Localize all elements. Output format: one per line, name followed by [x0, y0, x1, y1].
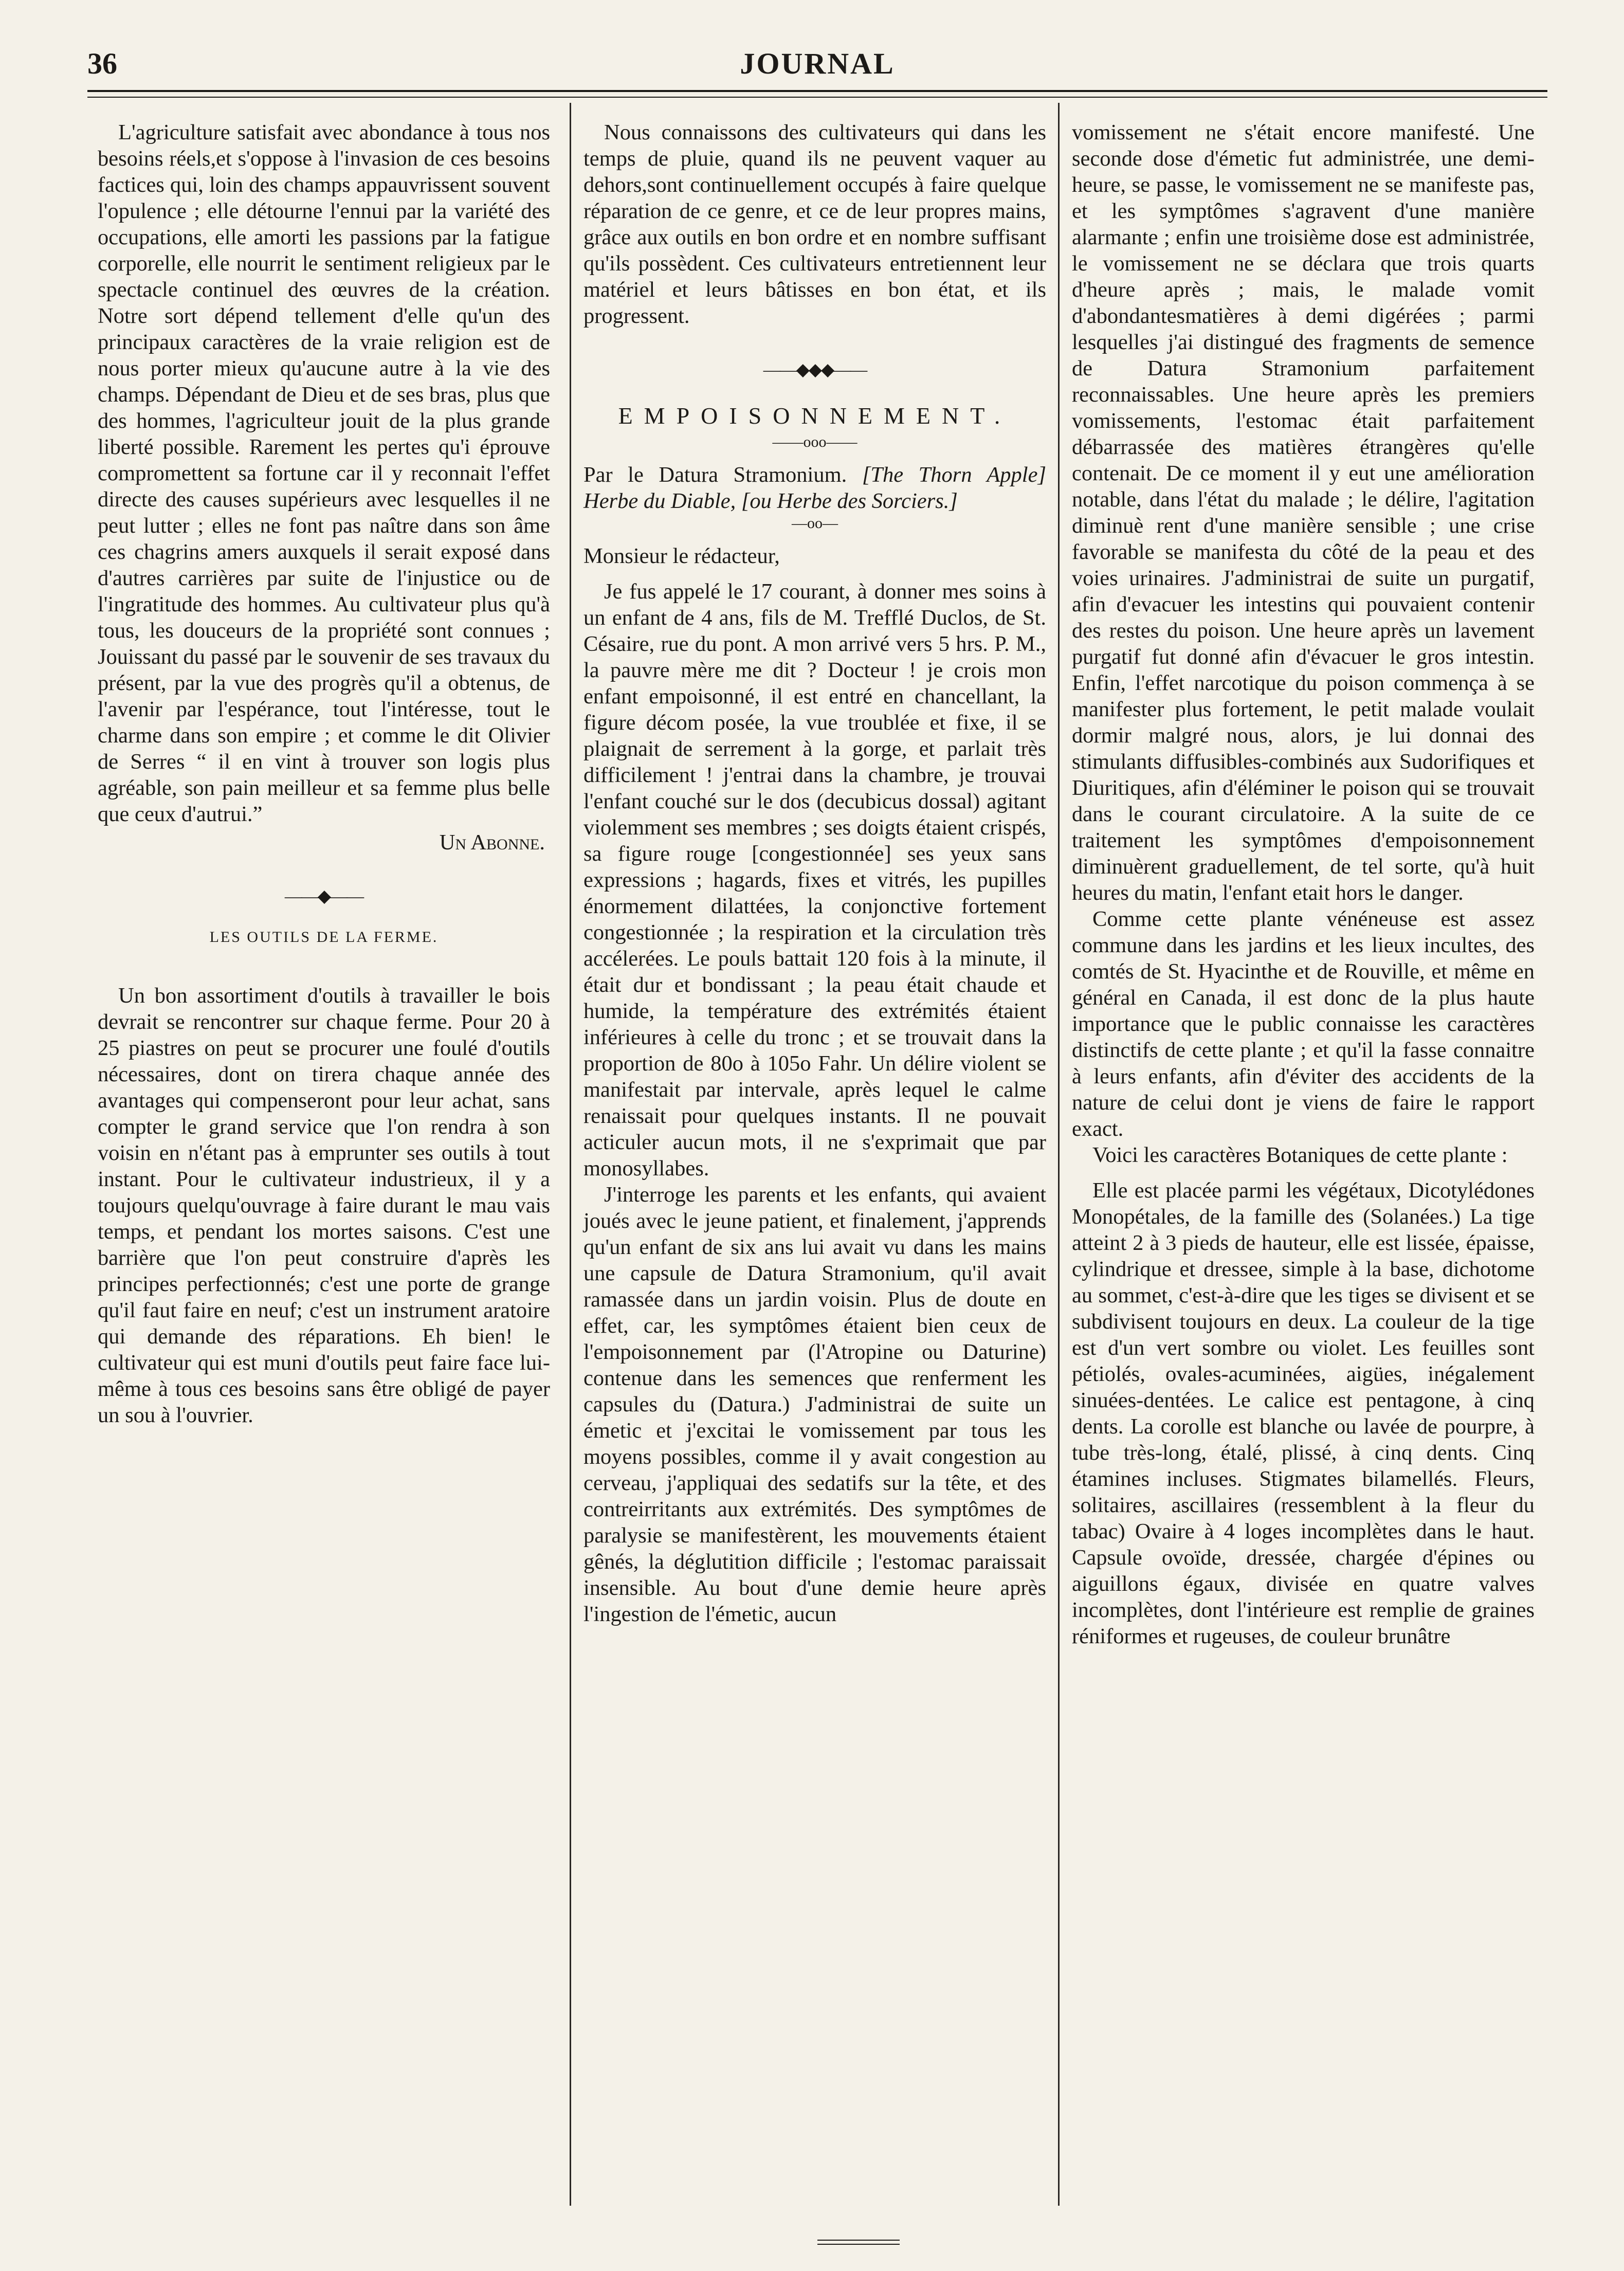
ornament-divider: ——◆◆◆——: [763, 360, 867, 379]
column-2: [583, 119, 1046, 1627]
warning-paragraph: Comme cette plante vénéneuse est assez commune dans les jardins et les lieux incultes, des comtés de St. Hyacinthe et de Rouville, et même en général en Canada, il est donc de la plus haute importance que le public connaisse les caractères distinctifs de cette plante ; et qu'il la fasse connaitre à leurs enfants, afin d'éviter des accidents de la nature de celui dont je viens de faire le rapport exact.: [1072, 907, 1535, 1141]
signature: Un Abonne.: [439, 830, 545, 855]
botanical-description: Elle est placée parmi les végétaux, Dicotylédones Monopétales, de la famille des (Solanées.) La tige atteint 2 à 3 pieds de hauteur, elle est lissée, épaisse, cylindrique et dressee, simple à la base, dichotome au sommet, c'est-à-dire que les tiges se divisent et se subdivisent toujours en deux. La couleur de la tige est d'un vert sombre ou violet. Les feuilles sont pétiolés, ovales-acuminées, aigües, inégalement sinuées-dentées. Le calice est pentagone, à cinq dents. La corolle est blanche ou lavée de pourpre, à tube très-long, étalé, plissé, à cinq dents. Cinq étamines incluses. Stigmates bilamellés. Fleurs, solitaires, ascillaires (ressemblent à la fleur du tabac) Ovaire à 4 loges incomplètes dans le haut. Capsule ovoïde, dressée, chargée d'épines ou aiguillons égaux, divisée en quatre valves incomplètes, dont l'intérieure est remplie de graines réniformes et rugeuses, de couleur brunâtre: [1072, 1178, 1535, 1648]
botanical-intro: Voici les caractères Botaniques de cette plante :: [1092, 1143, 1508, 1167]
column-divider: [1058, 103, 1060, 2206]
column-1: [98, 119, 550, 1428]
article-subtitle: [583, 462, 1046, 514]
agriculture-paragraph: L'agriculture satisfait avec abondance à tous nos besoins réels,et s'oppose à l'invasion de ces besoins factices qui, loin des champs appauvrissent souvent l'opulence ; elle détourne l'ennui par la variété des occupations, elle amorti les passions par la fatigue corporelle, elle nourrit le sentiment religieux par le spectacle continuel des œuvres de la création. Notre sort dépend tellement d'elle qu'un des principaux caractères de la vraie religion est de nous porter mieux qu'aucune autre à la vie des champs. Dépendant de Dieu et de ses bras, plus que des hommes, l'agriculteur jouit de la plus grande liberté possible. Rarement les pertes qu'i éprouve compromettent sa fortune car il y reconnait l'effet directe des causes supérieurs avec lesquelles il ne peut lutter ; elles ne font pas naître dans son âme ces chagrins amers auxquels il serait exposé dans d'autres carrières par suite de l'injustice ou de l'ingratitude des hommes. Au cultivateur plus qu'à tous, les douceurs de la propriété sont connues ; Jouissant du passé par le souvenir de ses travaux du présent, par la vue des progrès qu'il a obtenus, de l'avenir par l'espérance, tout l'intéresse, tout le charme dans son empire ; et comme le dit Olivier de Serres “ il en vint à trouver son logis plus agréable, son pain meilleur et sa femme plus belle que ceux d'autrui.”: [98, 120, 550, 826]
footer-rule: [817, 2240, 900, 2245]
page-header: [87, 41, 1547, 87]
section-title-empoisonnement: EMPOISONNEMENT.: [618, 402, 1012, 429]
case-report-paragraph: Je fus appelé le 17 courant, à donner mes soins à un enfant de 4 ans, fils de M. Trefflé Duclos, de St. Césaire, rue du pont. A mon arrivé vers 5 hrs. P. M., la pauvre mère me dit ? Docteur ! je crois mon enfant empoisonné, il est entré en chancellant, la figure décom posée, la vue troublée et fixe, il se plaignait de serrement à la gorge, et parlait très difficilement ! j'entrai dans la chambre, je trouvai l'enfant couché sur le dos (decubicus dossal) agitant violemment ses membres ; ses doigts étaient crispés, sa figure rouge [congestionnée] ses yeux sans expressions ; hagards, fixes et vitrés, les pupilles énormement dilattées, la conjonctive fortement congestionnée ; la respiration et la circulation très accélerées. Le pouls battait 120 fois à la minute, il était dur et bondissant ; la peau était chaude et humide, la température des extrémités étaient inférieures à celle du tronc ; et se trouvait dans la proportion de 80o à 105o Fahr. Un délire violent se manifestait par intervale, après lequel le calme renaissait pour quelques instants. Il ne pouvait acticuler aucun mots, il ne s'exprimait que par monosyllabes.: [583, 579, 1046, 1180]
treatment-paragraph: vomissement ne s'était encore manifesté. Une seconde dose d'émetic fut administrée, une demi-heure, se passe, le vomissement ne se manifeste pas, et les symptômes s'agravent d'une manière alarmante ; enfin une troisième dose est administrée, le vomissement ne se déclara que trois quarts d'heure après ; mais, le malade vomit d'abondantesmatières à demi digérées ; parmi lesquelles j'ai distingué des fragments de semence de Datura Stramonium parfaitement reconnaissables. Une heure après les premiers vomissements, l'estomac était parfaitement débarrassée des matières étrangères qu'elle contenait. De ce moment il y eut une amélioration notable, dans l'état du malade ; le délire, l'agitation diminuè rent d'une manière sensible ; une crise favorable se manifesta du côté de la peau et des voies urinaires. J'administrai de suite un purgatif, afin d'evacuer les intestins qui pouvaient contenir des restes du poison. Une heure après un lavement purgatif fut donné afin d'évacuer le gros intestin. Enfin, l'effet narcotique du poison commença à se manifester plus fortement, le petit malade voulait dormir malgré nous, alors, je lui donnai des stimulants diffusibles-combinés aux Sudorifiques et Diuritiques, afin d'éléminer le poison qui se trouvait dans le courant circulatoire. A la suite de ce traitement les symptômes d'empoisonnement diminuèrent graduellement, de tel sorte, qu'à huit heures du matin, l'enfant etait hors le danger.: [1072, 120, 1535, 905]
outils-paragraph: Un bon assortiment d'outils à travailler le bois devrait se rencontrer sur chaque ferme. Pour 20 à 25 piastres on peut se procurer une foulé d'outils nécessaires, dont on tirera chaque année des avantages qui compenseront pour leur achat, sans compter le grand service que l'on rendra à son voisin en n'étant pas à emprunter ses outils à tout instant. Pour le cultivateur industrieux, il y a toujours quelqu'ouvrage à faire durant le mau vais temps, et pendant los mortes saisons. C'est une barrière que l'on peut construire d'après les principes perfectionnés; c'est une porte de grange qu'il faut faire en neuf; c'est un instrument aratoire qui demande des réparations. Eh bien! le cultivateur qui est muni d'outils peut faire face lui-même à tous ces besoins sans être obligé de payer un sou à l'ouvrier.: [98, 983, 550, 1427]
section-title-outils: LES OUTILS DE LA FERME.: [209, 928, 439, 946]
column-divider: [570, 103, 571, 2206]
subtitle-plain: Par le Datura Stramonium.: [583, 462, 847, 487]
small-divider: —oo—: [792, 514, 838, 532]
small-divider: ——ooo——: [772, 433, 857, 450]
salutation: Monsieur le rédacteur,: [583, 543, 780, 568]
interrogation-paragraph: J'interroge les parents et les enfants, qui avaient joués avec le jeune patient, et finalement, j'apprends qu'un enfant de six ans lui avait vu dans les mains une capsule de Datura Stramonium, qu'il avait ramassée dans un jardin voisin. Plus de doute en effet, car, les symptômes étaient bien ceux de l'empoisonnement par (l'Atropine ou Daturine) contenue dans les semences que renferment les capsules du (Datura.) J'administrai de suite un émetic et j'excitai le vomissement par tous les moyens possibles, comme il y avait congestion au cerveau, j'appliquai des sedatifs sur la tête, et des contreirritants aux extrémités. Des symptômes de paralysie se manifestèrent, les mouvements étaient gênés, la déglutition difficile ; l'estomac paraissait insensible. Au bout d'une demie heure après l'ingestion de l'émetic, aucun: [583, 1182, 1046, 1626]
page-number: 36: [87, 47, 117, 80]
running-head-title: JOURNAL: [740, 47, 895, 80]
column-3: [1072, 119, 1535, 1649]
subtitle-italic: [The Thorn Apple] Herbe du Diable, [ou Herbe des Sorciers.]: [583, 462, 1046, 513]
cultivateurs-paragraph: Nous connaissons des cultivateurs qui dans les temps de pluie, quand ils ne peuvent vaquer au dehors,sont continuellement occupés à faire quelque réparation de ce genre, et ce de leur propres mains, grâce aux outils en bon ordre et en nombre suffisant qu'ils possèdent. Ces cultivateurs entretiennent leur matériel et leurs bâtisses en bon état, et ils progressent.: [583, 120, 1046, 328]
header-rule: [87, 90, 1547, 98]
ornament-divider: ——◆——: [284, 887, 363, 906]
